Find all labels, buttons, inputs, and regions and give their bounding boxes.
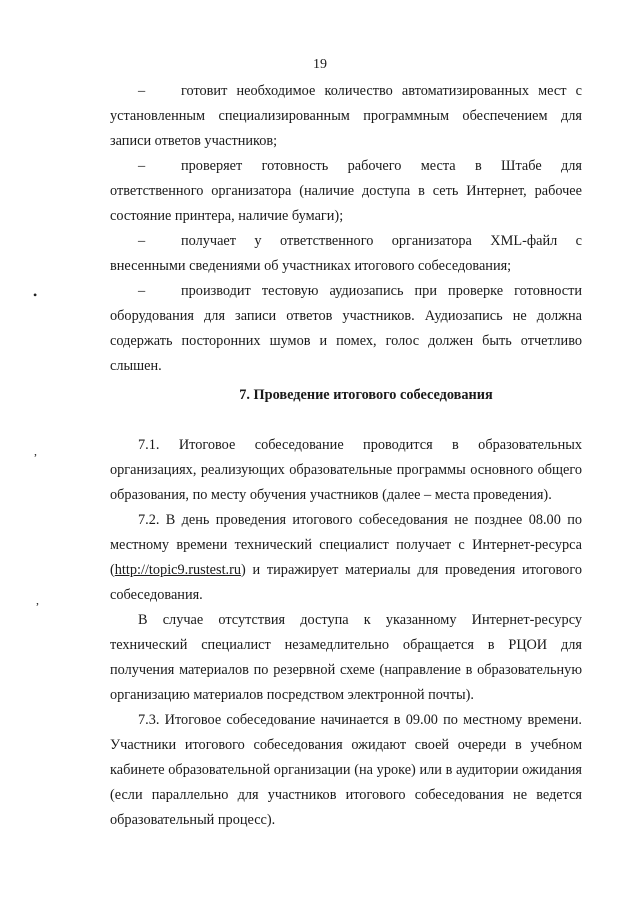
paragraph-text: 7.2. В день проведения итогового собеседования не позднее 08.00 по местному времени технический специалист получает с Интернет-ресурса ( bbox=[110, 512, 582, 578]
margin-mark: , bbox=[34, 444, 37, 458]
margin-mark: • bbox=[33, 288, 38, 302]
list-item-text: производит тестовую аудиозапись при проверке готовности оборудования для записи ответов участников. Аудиозапись не должна содержать посторонних шумов и помех, голос должен быть отчетливо слышен. bbox=[110, 283, 582, 374]
list-item bbox=[110, 279, 582, 379]
margin-mark: , bbox=[36, 593, 39, 607]
list-item bbox=[110, 154, 582, 229]
list-dash: – bbox=[138, 283, 146, 299]
list-item-text: готовит необходимое количество автоматизированных мест с установленным специализированным программным обеспечением для записи ответов участников; bbox=[110, 83, 582, 149]
paragraph-7-3: 7.3. Итоговое собеседование начинается в 09.00 по местному времени. Участники итогового собеседования ожидают своей очереди в учебном кабинете образовательной организации (на уроке) или в аудитории ожидания (если параллельно для участников итогового собеседования не ведется образовательный процесс). bbox=[110, 712, 582, 828]
paragraph-7-1: 7.1. Итоговое собеседование проводится в образовательных организациях, реализующих образовательные программы основного общего образования, по месту обучения участников (далее – места проведения). bbox=[110, 437, 582, 503]
paragraph-7-2 bbox=[110, 508, 582, 608]
list-item bbox=[110, 79, 582, 154]
document-body bbox=[110, 79, 582, 833]
list-dash: – bbox=[138, 233, 146, 249]
paragraph-7-2-reserve: В случае отсутствия доступа к указанному Интернет-ресурсу технический специалист незамедлительно обращается в РЦОИ для получения материалов по резервной схеме (направление в образовательную организацию материалов посредством электронной почты). bbox=[110, 612, 582, 703]
paragraph-text: ) и тиражирует материалы для проведения итогового собеседования. bbox=[110, 562, 582, 603]
list-dash: – bbox=[138, 83, 146, 99]
list-item-text: проверяет готовность рабочего места в Штабе для ответственного организатора (наличие доступа в сеть Интернет, рабочее состояние принтера, наличие бумаги); bbox=[110, 158, 582, 224]
page-number: 19 bbox=[313, 57, 327, 72]
internet-resource-link[interactable]: http://topic9.rustest.ru bbox=[114, 562, 242, 578]
list-item bbox=[110, 229, 582, 279]
list-item-text: получает у ответственного организатора XML-файл с внесенными сведениями об участниках итогового собеседования; bbox=[110, 233, 582, 274]
list-dash: – bbox=[138, 158, 146, 174]
section-heading: 7. Проведение итогового собеседования bbox=[239, 387, 493, 403]
